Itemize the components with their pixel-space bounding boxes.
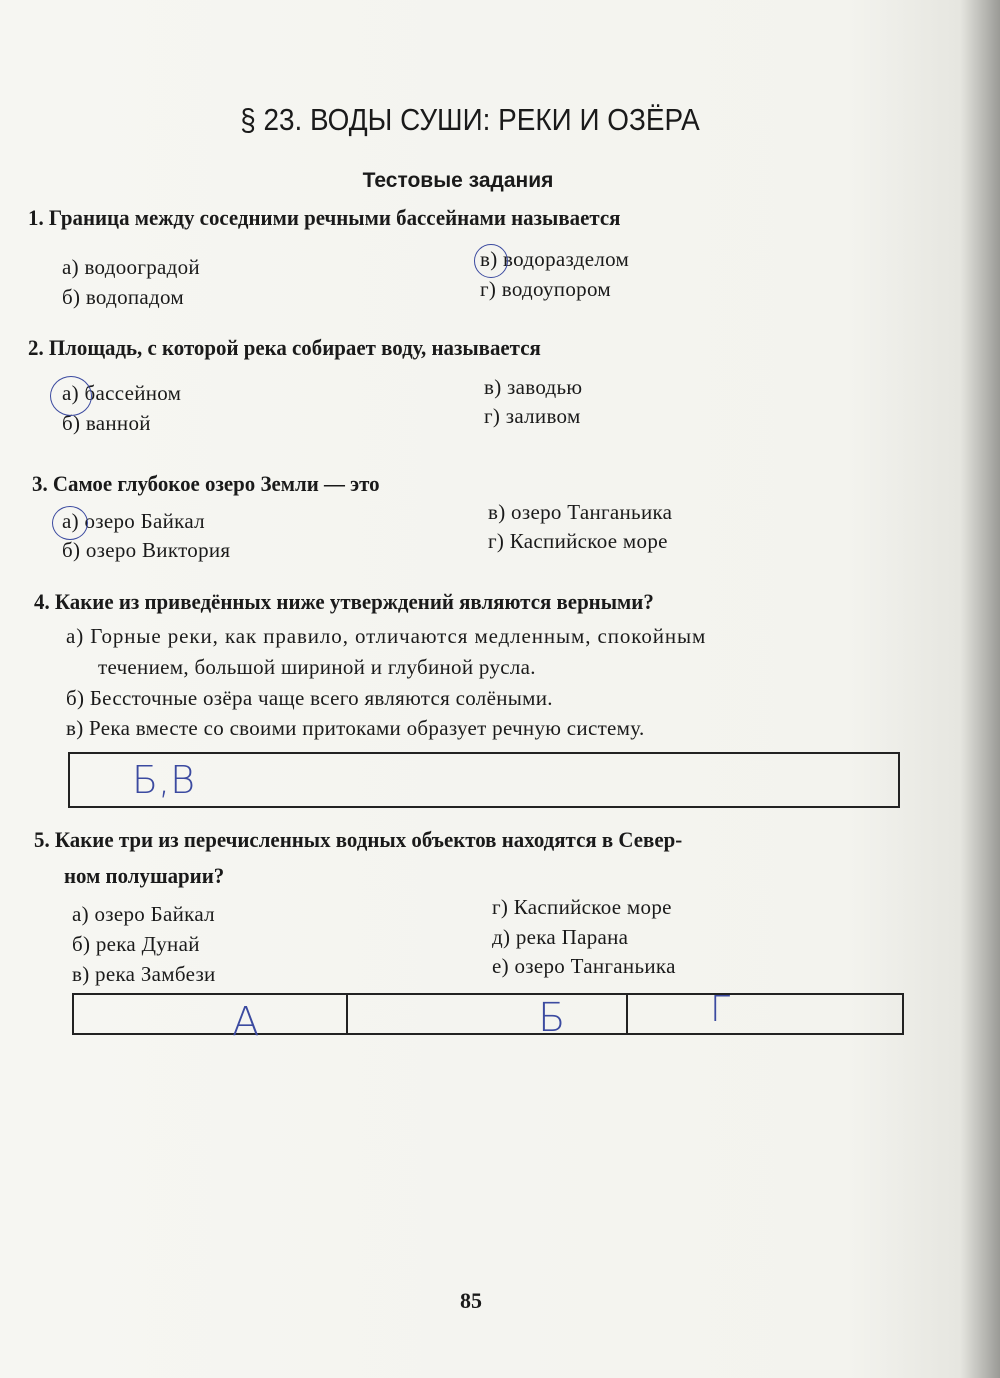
q5-option-g: г) Каспийское море xyxy=(492,895,672,919)
q3-option-g[interactable]: г) Каспийское море xyxy=(488,529,668,553)
cell-divider xyxy=(626,995,628,1033)
q4-option-v: в) Река вместе со своими притоками образует речную систему. xyxy=(66,716,645,740)
page-number: 85 xyxy=(460,1288,482,1313)
q2-option-a[interactable]: а) бассейном xyxy=(62,381,182,405)
q1-option-a[interactable]: а) водооградой xyxy=(62,255,200,279)
question-5-cont: ном полушарии? xyxy=(64,863,225,888)
cell-divider xyxy=(346,995,348,1033)
question-3: 3. Самое глубокое озеро Земли — это xyxy=(32,471,380,496)
answer-circle xyxy=(52,506,88,540)
question-2: 2. Площадь, с которой река собирает воду, называется xyxy=(28,335,541,360)
q3-option-a[interactable]: а) озеро Байкал xyxy=(62,509,205,533)
q5-option-v: в) река Замбези xyxy=(72,962,216,986)
question-4: 4. Какие из приведённых ниже утверждений являются верными? xyxy=(34,589,654,614)
q2-option-g[interactable]: г) заливом xyxy=(484,404,581,428)
q1-option-g[interactable]: г) водоупором xyxy=(480,277,611,301)
q2-option-v[interactable]: в) заводью xyxy=(484,375,583,399)
q3-option-b[interactable]: б) озеро Виктория xyxy=(62,538,231,562)
q4-answer-field[interactable] xyxy=(68,752,900,808)
q4-option-a-cont: течением, большой шириной и глубиной русла. xyxy=(98,655,536,679)
q4-option-b: б) Бессточные озёра чаще всего являются солёными. xyxy=(66,686,553,710)
question-1: 1. Граница между соседними речными бассейнами называется xyxy=(28,205,621,230)
q5-answer-3[interactable]: Г xyxy=(710,989,731,1030)
section-subtitle: Тестовые задания xyxy=(362,169,554,192)
q5-option-e: е) озеро Танганьика xyxy=(492,954,676,978)
answer-circle xyxy=(50,376,92,416)
question-5: 5. Какие три из перечисленных водных объектов находятся в Север- xyxy=(34,827,683,852)
q4-option-a: а) Горные реки, как правило, отличаются медленным, спокойным xyxy=(66,624,707,648)
q2-option-b[interactable]: б) ванной xyxy=(62,411,151,435)
q5-option-d: д) река Парана xyxy=(492,925,629,949)
q4-handwritten-answer: Б,В xyxy=(132,758,196,802)
q5-option-a: а) озеро Байкал xyxy=(72,902,215,926)
page-title: § 23. ВОДЫ СУШИ: РЕКИ И ОЗЁРА xyxy=(240,102,700,137)
q1-option-v[interactable]: в) водоразделом xyxy=(480,247,630,271)
q1-option-b[interactable]: б) водопадом xyxy=(62,285,185,309)
q5-answer-table xyxy=(72,989,904,1045)
answer-circle xyxy=(474,244,508,278)
q5-answer-1[interactable]: А xyxy=(232,999,260,1045)
q5-answer-2[interactable]: Б xyxy=(538,995,566,1041)
q3-option-v[interactable]: в) озеро Танганьика xyxy=(488,500,673,524)
q5-option-b: б) река Дунай xyxy=(72,932,200,956)
